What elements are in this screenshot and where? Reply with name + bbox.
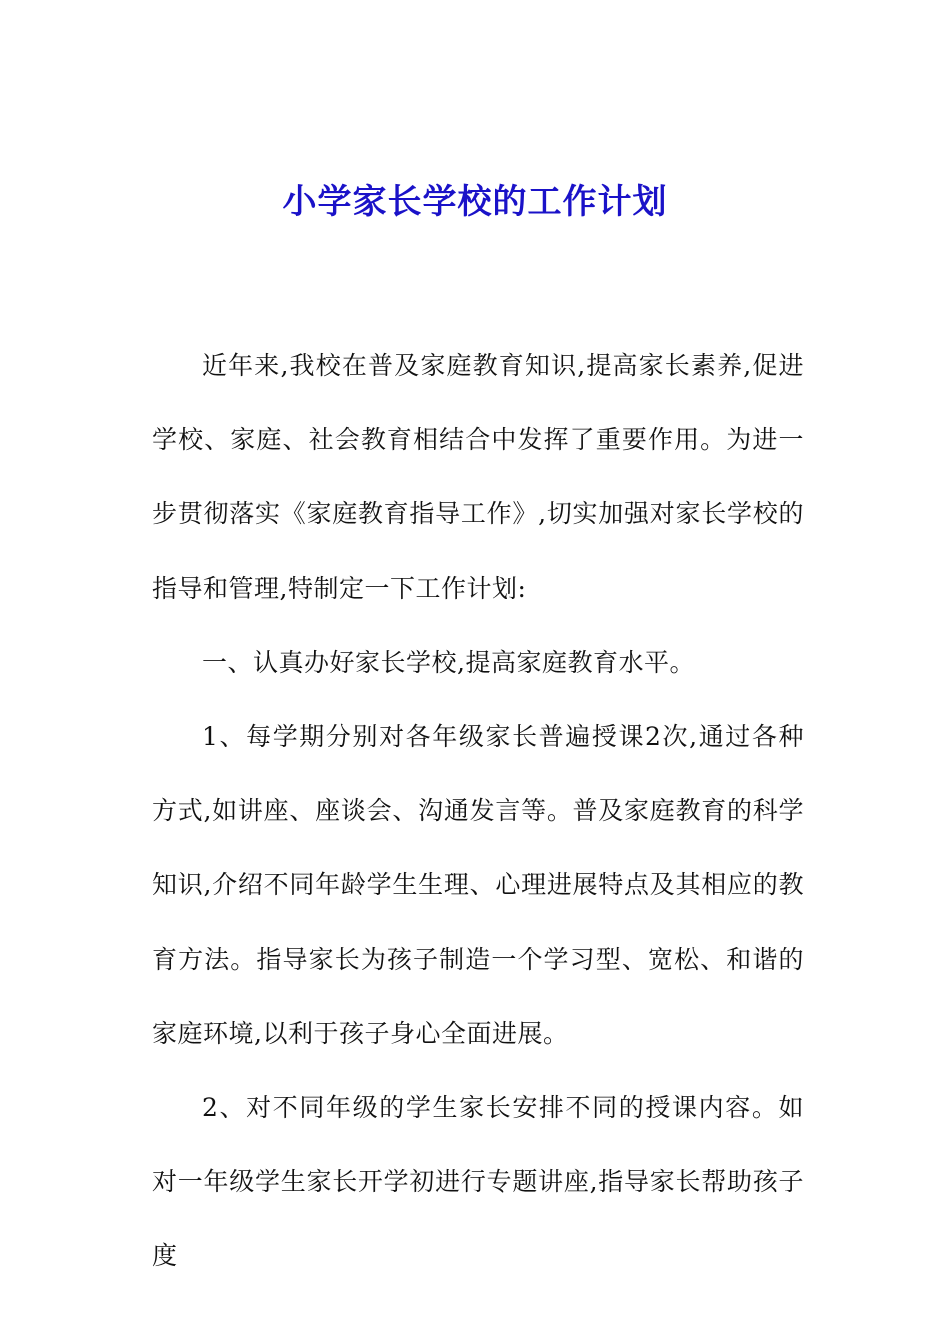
paragraph-item-2: 2、对不同年级的学生家长安排不同的授课内容。如对一年级学生家长开学初进行专题讲座,指导家长帮助孩子度 — [152, 1093, 804, 1271]
paragraph-intro: 近年来,我校在普及家庭教育知识,提高家长素养,促进学校、家庭、社会教育相结合中发挥了重要作用。为进一步贯彻落实《家庭教育指导工作》,切实加强对家长学校的指导和管理,特制定一下工作计划: — [152, 351, 804, 603]
paragraph-section-heading: 一、认真办好家长学校,提高家庭教育水平。 — [202, 647, 695, 677]
document-body — [152, 329, 804, 1294]
page-title: 小学家长学校的工作计划 — [282, 182, 668, 222]
paragraph-item-1: 1、每学期分别对各年级家长普遍授课2次,通过各种方式,如讲座、座谈会、沟通发言等。普及家庭教育的科学知识,介绍不同年龄学生生理、心理进展特点及其相应的教育方法。指导家长为孩子制造一个学习型、宽松、和谐的家庭环境,以利于孩子身心全面进展。 — [152, 722, 804, 1048]
